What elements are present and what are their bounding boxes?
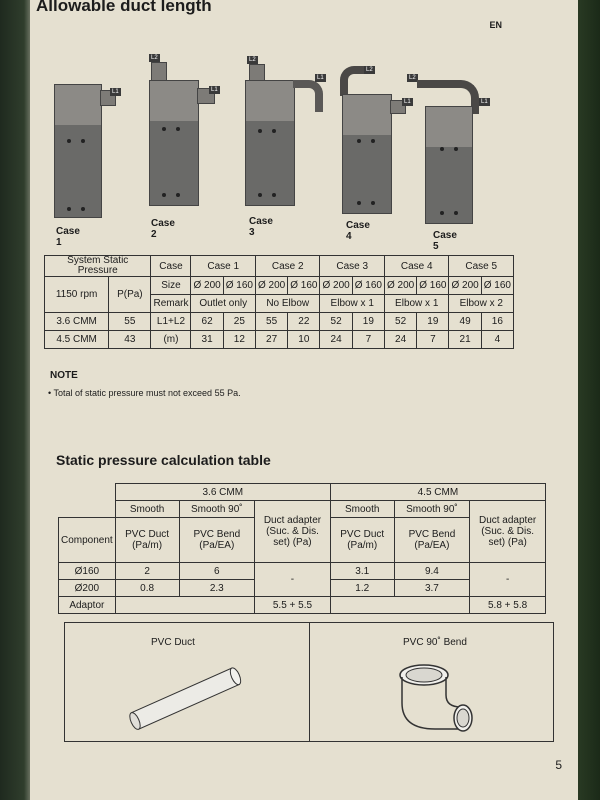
col-smooth90: Smooth 90˚ [394, 501, 470, 518]
duct-length-tag: L1 [317, 75, 324, 81]
case-label: Case 3 [249, 216, 273, 238]
duct-length-tag: L1 [112, 89, 119, 95]
value-cell: 10 [288, 331, 320, 349]
value-cell: 24 [320, 331, 352, 349]
table-row [45, 313, 514, 331]
row-label: (m) [151, 331, 191, 349]
value-cell: 1.2 [330, 580, 394, 597]
section-title: Static pressure calculation table [56, 452, 271, 468]
pressure-header-cell: P(Pa) [109, 277, 151, 313]
duct-length-tag: L2 [366, 67, 373, 73]
col-smooth90: Smooth 90˚ [179, 501, 255, 518]
duct-length-tag: L2 [409, 75, 416, 81]
remark-label: Remark [151, 295, 191, 313]
size-cell: Ø 200 [449, 277, 481, 295]
empty-cell [115, 597, 254, 614]
pvc-duct-title: PVC Duct [151, 637, 195, 648]
pressure-cell: 55 [109, 313, 151, 331]
component-cell: Ø160 [59, 563, 116, 580]
language-code: EN [489, 20, 502, 30]
size-cell: Ø 200 [255, 277, 287, 295]
pvc-duct-icon [65, 623, 309, 741]
value-cell: 55 [255, 313, 287, 331]
pvc-duct-panel [65, 623, 310, 741]
value-cell: 22 [288, 313, 320, 331]
pvc-bend-title: PVC 90˚ Bend [403, 637, 467, 648]
value-cell: 5.5 + 5.5 [255, 597, 331, 614]
value-cell: 2.3 [179, 580, 255, 597]
value-cell: 19 [417, 313, 449, 331]
size-cell: Ø 200 [191, 277, 223, 295]
cmm-cell: 3.6 CMM [45, 313, 109, 331]
duct-case-diagrams [30, 40, 578, 250]
value-cell: 0.8 [115, 580, 179, 597]
note-text: • Total of static pressure must not exceed 55 Pa. [48, 388, 241, 398]
pvc-illustrations [64, 622, 554, 742]
duct-length-tag: L1 [211, 87, 218, 93]
case-label: Case 5 [433, 230, 457, 252]
cmm-cell: 4.5 CMM [45, 331, 109, 349]
duct-adapter-label: Duct adapter [478, 515, 537, 526]
unit-body [149, 80, 199, 206]
value-cell: 49 [449, 313, 481, 331]
pvc-bend-header: PVC Bend (Pa/EA) [179, 518, 255, 563]
value-cell: 3.7 [394, 580, 470, 597]
unit-body [245, 80, 295, 206]
unit-body [425, 106, 473, 224]
group-header-45: 4.5 CMM [330, 484, 545, 501]
table-row [45, 331, 514, 349]
group-header-36: 3.6 CMM [115, 484, 330, 501]
col-duct-adapter [255, 501, 331, 563]
rpm-cell: 1150 rpm [45, 277, 109, 313]
value-cell: 2 [115, 563, 179, 580]
dash-cell: - [255, 563, 331, 597]
size-cell: Ø 160 [481, 277, 513, 295]
header-case-4: Case 4 [384, 256, 449, 277]
note-title: NOTE [50, 370, 78, 381]
duct-length-tag: L2 [249, 57, 256, 63]
size-cell: Ø 200 [384, 277, 416, 295]
remark-cell: No Elbow [255, 295, 320, 313]
empty-cell [330, 597, 469, 614]
header-case-3: Case 3 [320, 256, 385, 277]
header-case: Case [151, 256, 191, 277]
pvc-duct-header: PVC Duct (Pa/m) [330, 518, 394, 563]
header-system-pressure: System Static Pressure [45, 256, 151, 277]
value-cell: 21 [449, 331, 481, 349]
allowable-duct-length-table [44, 255, 514, 349]
value-cell: 3.1 [330, 563, 394, 580]
duct-length-tag: L1 [404, 99, 411, 105]
value-cell: 6 [179, 563, 255, 580]
size-cell: Ø 160 [223, 277, 255, 295]
duct-length-tag: L2 [151, 55, 158, 61]
component-cell: Adaptor [59, 597, 116, 614]
value-cell: 27 [255, 331, 287, 349]
value-cell: 4 [481, 331, 513, 349]
blank-corner [59, 484, 116, 518]
value-cell: 24 [384, 331, 416, 349]
remark-cell: Elbow x 2 [449, 295, 514, 313]
unit-body [342, 94, 392, 214]
value-cell: 31 [191, 331, 223, 349]
component-cell: Ø200 [59, 580, 116, 597]
pvc-bend-icon [309, 623, 553, 741]
size-cell: Ø 200 [320, 277, 352, 295]
dash-cell: - [470, 563, 546, 597]
page-title: Allowable duct length [36, 0, 212, 15]
value-cell: 9.4 [394, 563, 470, 580]
component-header: Component [59, 518, 116, 563]
value-cell: 62 [191, 313, 223, 331]
remark-cell: Elbow x 1 [320, 295, 385, 313]
value-cell: 5.8 + 5.8 [470, 597, 546, 614]
sucdis-label: (Suc. & Dis. set) (Pa) [481, 526, 534, 548]
remark-cell: Outlet only [191, 295, 256, 313]
value-cell: 25 [223, 313, 255, 331]
value-cell: 12 [223, 331, 255, 349]
size-cell: Ø 160 [417, 277, 449, 295]
value-cell: 52 [384, 313, 416, 331]
duct-adapter-label: Duct adapter [263, 515, 322, 526]
pvc-bend-panel [309, 623, 553, 741]
remark-cell: Elbow x 1 [384, 295, 449, 313]
value-cell: 7 [417, 331, 449, 349]
case-label: Case 4 [346, 220, 370, 242]
size-cell: Ø 160 [288, 277, 320, 295]
pressure-cell: 43 [109, 331, 151, 349]
value-cell: 7 [352, 331, 384, 349]
header-case-2: Case 2 [255, 256, 320, 277]
pvc-duct-header: PVC Duct (Pa/m) [115, 518, 179, 563]
value-cell: 16 [481, 313, 513, 331]
page-number: 5 [555, 758, 562, 772]
col-smooth: Smooth [115, 501, 179, 518]
table-row [59, 563, 546, 580]
col-duct-adapter [470, 501, 546, 563]
unit-body [54, 84, 102, 218]
row-label: L1+L2 [151, 313, 191, 331]
case-label: Case 1 [56, 226, 80, 248]
value-cell: 52 [320, 313, 352, 331]
size-cell: Ø 160 [352, 277, 384, 295]
case-label: Case 2 [151, 218, 175, 240]
sucdis-label: (Suc. & Dis. set) (Pa) [266, 526, 319, 548]
duct-length-tag: L1 [481, 99, 488, 105]
manual-page [30, 0, 578, 800]
value-cell: 19 [352, 313, 384, 331]
col-smooth: Smooth [330, 501, 394, 518]
header-case-1: Case 1 [191, 256, 256, 277]
static-pressure-table [58, 483, 546, 614]
size-label: Size [151, 277, 191, 295]
table-row [59, 597, 546, 614]
header-case-5: Case 5 [449, 256, 514, 277]
pvc-bend-header: PVC Bend (Pa/EA) [394, 518, 470, 563]
